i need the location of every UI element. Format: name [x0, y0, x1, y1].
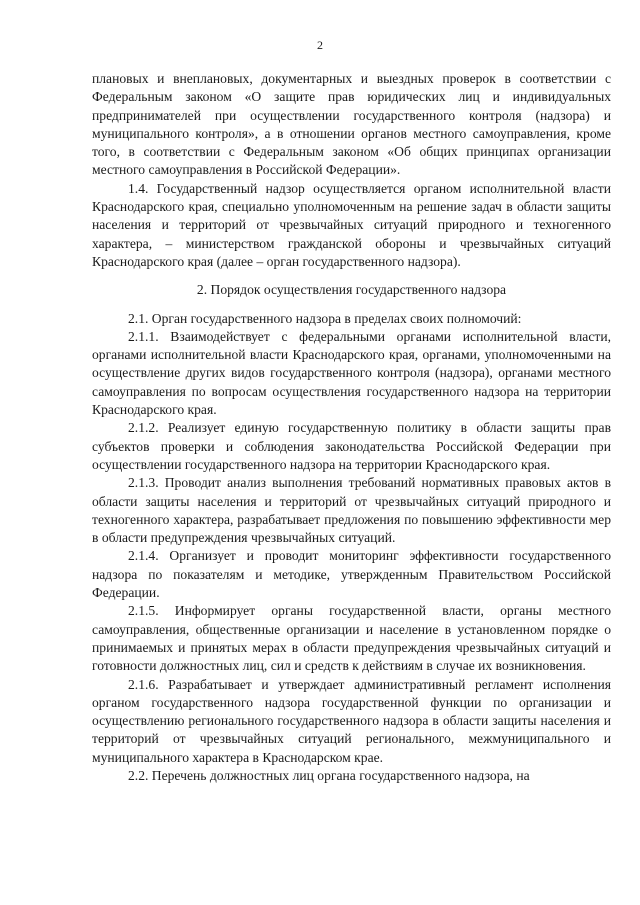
- section-heading-2: 2. Порядок осуществления государственного надзора: [196, 282, 507, 298]
- paragraph-2-1-5: 2.1.5. Информирует органы государственной власти, органы местного самоуправления, общественные организации и население в установленном порядке о принимаемых и принятых мерах в области предупреждения чрезвычайных ситуаций и готовности должностных лиц, сил и средств к действиям в случае их возникновения.: [92, 603, 611, 674]
- paragraph-2-1-2: 2.1.2. Реализует единую государственную политику в области защиты прав субъектов проверки и соблюдения законодательства Российской Федерации при осуществлении государственного надзора на территории Краснодарского края.: [92, 420, 611, 472]
- paragraph-1-4: 1.4. Государственный надзор осуществляется органом исполнительной власти Краснодарского края, специально уполномоченным на решение задач в области защиты населения и территорий от чрезвычайных ситуаций природного и техногенного характера, – министерством гражданской обороны и чрезвычайных ситуаций Краснодарского края (далее – орган государственного надзора).: [92, 180, 611, 269]
- paragraph-2-2: 2.2. Перечень должностных лиц органа государственного надзора, на: [128, 767, 530, 783]
- paragraph-2-1-6: 2.1.6. Разрабатывает и утверждает административный регламент исполнения органом государственного надзора государственной функции по организации и осуществлению регионального государственного надзора в области защиты населения и территорий от чрезвычайных ситуаций регионального, межмуниципального и муниципального характера в Краснодарском крае.: [92, 676, 611, 765]
- paragraph-2-1-4: 2.1.4. Организует и проводит мониторинг эффективности государственного надзора по показателям и методике, утвержденным Правительством Российской Федерации.: [92, 548, 611, 601]
- paragraph-inspections-continuation: плановых и внеплановых, документарных и выездных проверок в соответствии с Федеральным законом «О защите прав юридических лиц и индивидуальных предпринимателей при осуществлении государственного контроля (надзора) и муниципального контроля», а в отношении органов местного самоуправления, кроме того, в соответствии с Федеральным законом «Об общих принципах организации местного самоуправления в Российской Федерации».: [92, 71, 611, 178]
- paragraph-2-1-1: 2.1.1. Взаимодействует с федеральными органами исполнительной власти, органами исполнительной власти Краснодарского края, органами, уполномоченными на осуществление других видов государственного контроля (надзора), органами местного самоуправления по вопросам осуществления государственного надзора на территории Краснодарского края.: [92, 328, 611, 418]
- page-number: 2: [317, 38, 323, 52]
- paragraph-2-1-3: 2.1.3. Проводит анализ выполнения требований нормативных правовых актов в области защиты населения и территорий от чрезвычайных ситуаций природного и техногенного характера, разрабатывает предложения по повышению эффективности мер в области предупреждения чрезвычайных ситуаций.: [92, 475, 611, 546]
- paragraph-2-1: 2.1. Орган государственного надзора в пределах своих полномочий:: [128, 310, 522, 326]
- document-body: [92, 70, 611, 785]
